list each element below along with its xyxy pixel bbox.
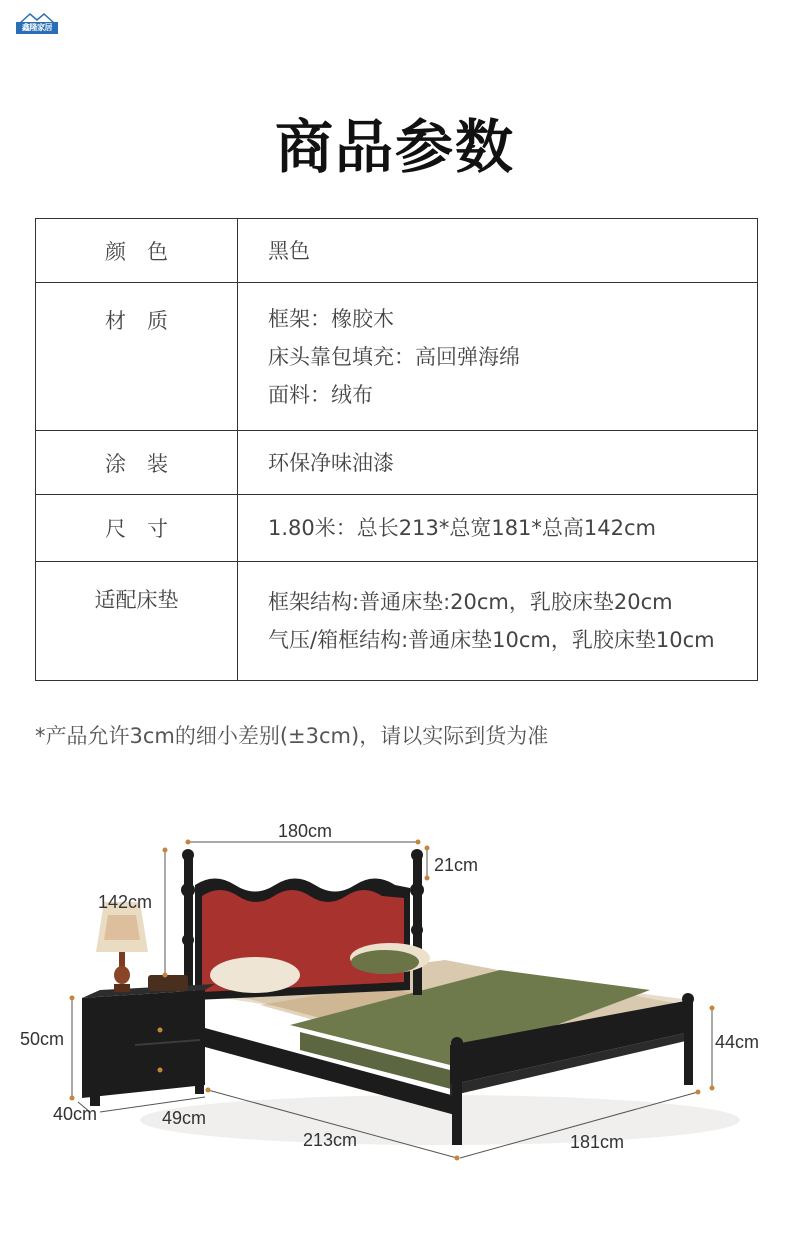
dim-headboard-width: 180cm bbox=[278, 821, 333, 841]
param-value-line: 黑色 bbox=[268, 238, 310, 263]
param-value bbox=[238, 562, 758, 681]
param-label: 适配床垫 bbox=[36, 562, 238, 681]
param-value bbox=[238, 495, 758, 562]
param-value-line: 床头靠包填充：高回弹海绵 bbox=[268, 344, 520, 369]
params-table bbox=[35, 218, 758, 681]
param-value-line: 1.80米：总长213*总宽181*总高142cm bbox=[268, 516, 657, 540]
param-value bbox=[238, 431, 758, 495]
logo-text: 鑫隆家居 bbox=[16, 22, 58, 34]
param-row-size bbox=[36, 495, 758, 562]
param-label: 涂 装 bbox=[36, 431, 238, 495]
dim-nightstand-depth: 40cm bbox=[53, 1104, 98, 1124]
dim-post-top: 21cm bbox=[434, 855, 479, 875]
dim-total-height: 142cm bbox=[98, 892, 153, 912]
param-value-line: 气压/箱框结构:普通床垫10cm，乳胶床垫10cm bbox=[268, 628, 715, 652]
param-row-coating bbox=[36, 431, 758, 495]
dim-footboard-height: 44cm bbox=[715, 1032, 760, 1052]
param-label: 颜 色 bbox=[36, 219, 238, 283]
param-value bbox=[238, 283, 758, 431]
param-value-line: 框架：橡胶木 bbox=[268, 306, 394, 331]
param-value-line: 框架结构:普通床垫:20cm，乳胶床垫20cm bbox=[268, 590, 673, 614]
param-row-material bbox=[36, 283, 758, 431]
dim-nightstand-height: 50cm bbox=[20, 1029, 65, 1049]
dim-nightstand-width: 49cm bbox=[162, 1108, 207, 1128]
param-label: 材 质 bbox=[36, 283, 238, 431]
param-row-color bbox=[36, 219, 758, 283]
brand-logo bbox=[16, 12, 58, 36]
dim-bed-length: 213cm bbox=[303, 1130, 358, 1150]
dim-bed-width: 181cm bbox=[570, 1132, 625, 1152]
param-value bbox=[238, 219, 758, 283]
param-value-line: 环保净味油漆 bbox=[268, 450, 394, 475]
bed-dimension-illustration bbox=[0, 800, 790, 1256]
param-row-mattress bbox=[36, 562, 758, 681]
tolerance-note: *产品允许3cm的细小差别(±3cm)，请以实际到货为准 bbox=[35, 724, 549, 748]
param-label: 尺 寸 bbox=[36, 495, 238, 562]
param-value-line: 面料：绒布 bbox=[268, 382, 373, 407]
page-title: 商品参数 bbox=[274, 113, 515, 181]
